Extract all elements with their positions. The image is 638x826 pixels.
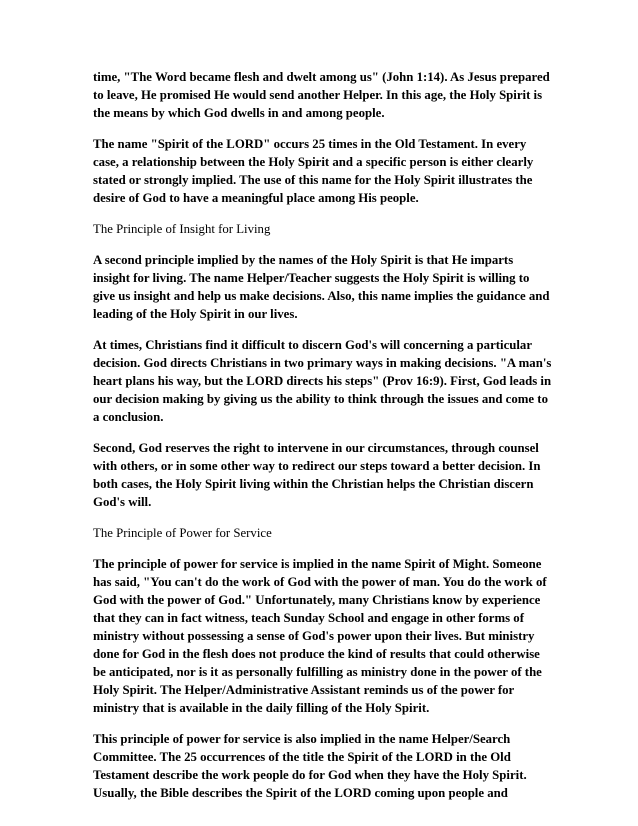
paragraph-god-intervenes <box>93 439 553 511</box>
paragraph-line: Second, God reserves the right to intervene in our circumstances, through counsel <box>93 441 539 455</box>
paragraph-line: leading of the Holy Spirit in our lives. <box>93 307 298 321</box>
heading-line: The Principle of Power for Service <box>93 526 272 540</box>
paragraph-line: time, "The Word became flesh and dwelt among us" (John 1:14). As Jesus prepared <box>93 70 550 84</box>
paragraph-line: the means by which God dwells in and among people. <box>93 106 385 120</box>
paragraph-search-committee <box>93 730 553 802</box>
paragraph-line: The principle of power for service is implied in the name Spirit of Might. Someone <box>93 557 542 571</box>
paragraph-line: ministry that is available in the daily filling of the Holy Spirit. <box>93 701 430 715</box>
paragraph-spirit-of-might <box>93 555 553 717</box>
paragraph-line: desire of God to have a meaningful place among His people. <box>93 191 419 205</box>
paragraph-line: our decision making by giving us the ability to think through the issues and come to <box>93 392 548 406</box>
paragraph-line: A second principle implied by the names of the Holy Spirit is that He imparts <box>93 253 514 267</box>
paragraph-line: that they can in fact witness, teach Sunday School and engage in other forms of <box>93 611 524 625</box>
paragraph-line: This principle of power for service is also implied in the name Helper/Search <box>93 732 511 746</box>
paragraph-line: stated or strongly implied. The use of this name for the Holy Spirit illustrates the <box>93 173 533 187</box>
paragraph-discern-gods-will <box>93 336 553 426</box>
paragraph-line: done for God in the flesh does not produce the kind of results that could otherwise <box>93 647 540 661</box>
paragraph-line: Usually, the Bible describes the Spirit of the LORD coming upon people and <box>93 786 508 800</box>
section-heading-insight-for-living <box>93 220 553 238</box>
paragraph-imparts-insight <box>93 251 553 323</box>
paragraph-line: be anticipated, nor is it as personally fulfilling as ministry done in the power of the <box>93 665 542 679</box>
paragraph-line: The name "Spirit of the LORD" occurs 25 times in the Old Testament. In every <box>93 137 527 151</box>
paragraph-word-became-flesh <box>93 68 553 122</box>
paragraph-line: God with the power of God." Unfortunately, many Christians know by experience <box>93 593 541 607</box>
paragraph-line: both cases, the Holy Spirit living within the Christian helps the Christian discern <box>93 477 534 491</box>
paragraph-line: has said, "You can't do the work of God with the power of man. You do the work of <box>93 575 547 589</box>
paragraph-line: to leave, He promised He would send another Helper. In this age, the Holy Spirit is <box>93 88 543 102</box>
paragraph-line: with others, or in some other way to redirect our steps toward a better decision. In <box>93 459 541 473</box>
paragraph-line: At times, Christians find it difficult to discern God's will concerning a particular <box>93 338 532 352</box>
paragraph-line: case, a relationship between the Holy Spirit and a specific person is either clearly <box>93 155 534 169</box>
paragraph-line: a conclusion. <box>93 410 164 424</box>
paragraph-line: heart plans his way, but the LORD directs his steps" (Prov 16:9). First, God leads in <box>93 374 552 388</box>
paragraph-line: insight for living. The name Helper/Teacher suggests the Holy Spirit is willing to <box>93 271 530 285</box>
paragraph-spirit-of-the-lord <box>93 135 553 207</box>
document-body <box>93 68 553 815</box>
heading-line: The Principle of Insight for Living <box>93 222 271 236</box>
paragraph-line: decision. God directs Christians in two primary ways in making decisions. "A man's <box>93 356 552 370</box>
paragraph-line: ministry without possessing a sense of God's power upon their lives. But ministry <box>93 629 535 643</box>
paragraph-line: Committee. The 25 occurrences of the title the Spirit of the LORD in the Old <box>93 750 511 764</box>
paragraph-line: Holy Spirit. The Helper/Administrative Assistant reminds us of the power for <box>93 683 515 697</box>
section-heading-power-for-service <box>93 524 553 542</box>
paragraph-line: give us insight and help us make decisions. Also, this name implies the guidance and <box>93 289 550 303</box>
paragraph-line: Testament describe the work people do for God when they have the Holy Spirit. <box>93 768 527 782</box>
paragraph-line: God's will. <box>93 495 152 509</box>
